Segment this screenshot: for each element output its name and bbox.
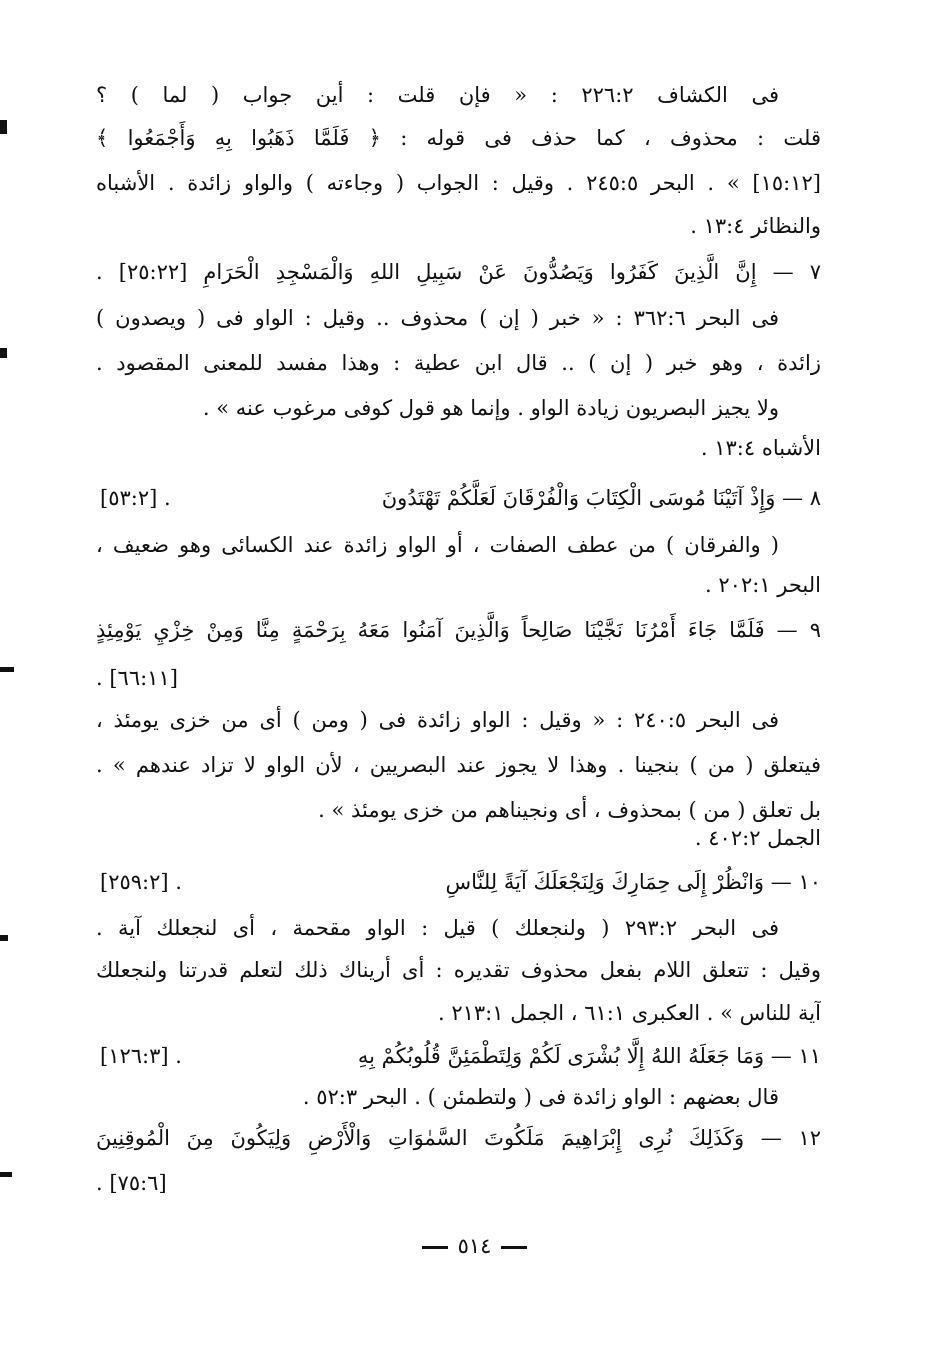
- text-line-3: [١٥:١٢] » . البحر ٢٤٥:٥ . وقيل : الجواب ( وجاءته ) والواو زائدة . الأشباه: [96, 171, 821, 195]
- text-line-4: والنظائر ١٣:٤ .: [690, 214, 821, 238]
- text-line-16: فيتعلق ( من ) بنجينا . وهذا لا يجوز عند البصريين ، لأن الواو لا تزاد عندهم » .: [96, 753, 821, 777]
- verse-10: ١٠ — وَانْظُرْ إِلَى حِمَارِكَ وَلِنَجْعَلَكَ آيَةً لِلنَّاسِ: [445, 870, 821, 894]
- verse-8: ٨ — وَإِذْ آتَيْنَا مُوسَى الْكِتَابَ وَالْفُرْقَانَ لَعَلَّكُمْ تَهْتَدُونَ: [381, 486, 821, 510]
- page-number-value: ٥١٤: [457, 1234, 492, 1258]
- page-number-dash-right: [501, 1246, 527, 1249]
- scan-edge-mark: [0, 935, 8, 941]
- text-line-15: فى البحر ٢٤٠:٥ : « وقيل : الواو زائدة فى ( ومن ) أى من خزى يومئذ ،: [96, 708, 779, 732]
- text-line-20: فى البحر ٢٩٣:٢ ( ولنجعلك ) قيل : الواو مقحمة ، أى لنجعلك آية .: [96, 916, 779, 940]
- verse-8-ref: [٥٣:٢] .: [100, 486, 171, 510]
- text-line-21: وقيل : تتعلق اللام بفعل محذوف تقديره : أى أريناك ذلك لتعلم قدرتنا ولنجعلك: [96, 958, 821, 982]
- scan-edge-mark: [0, 667, 14, 672]
- verse-7: ٧ — إِنَّ الَّذِينَ كَفَرُوا وَيَصُدُّونَ عَنْ سَبِيلِ اللهِ وَالْمَسْجِدِ الْحَرَامِ [٢٥:٢٢] .: [96, 260, 821, 284]
- page-number: [0, 1228, 949, 1264]
- verse-12-ref: [٧٥:٦] .: [96, 1171, 167, 1195]
- text-line-12: البحر ٢٠٢:١ .: [705, 573, 821, 597]
- verse-11-ref: [١٢٦:٣] .: [100, 1044, 182, 1068]
- text-line-24: قال بعضهم : الواو زائدة فى ( ولتطمئن ) . البحر ٥٢:٣ .: [302, 1085, 779, 1109]
- verse-9-ref: [٦٦:١١] .: [96, 666, 178, 690]
- text-line-17: بل تعلق ( من ) بمحذوف ، أى ونجيناهم من خزى يومئذ » .: [318, 798, 821, 822]
- text-line-18: الجمل ٤٠٢:٢ .: [694, 826, 821, 850]
- scan-edge-mark: [0, 120, 7, 134]
- text-line-11: ( والفرقان ) من عطف الصفات ، أو الواو زائدة عند الكسائى وهو ضعيف ،: [96, 533, 779, 557]
- scan-edge-mark: [0, 1172, 12, 1177]
- text-line-8: ولا يجيز البصريون زيادة الواو . وإنما هو قول كوفى مرغوب عنه » .: [202, 396, 779, 420]
- verse-11: ١١ — وَمَا جَعَلَهُ اللهُ إِلَّا بُشْرَى لَكُمْ وَلِتَطْمَئِنَّ قُلُوبُكُمْ بِهِ: [357, 1044, 821, 1068]
- scan-edge-mark: [0, 348, 7, 358]
- verse-10-ref: [٢٥٩:٢] .: [100, 870, 182, 894]
- text-line-1: فى الكشاف ٢٢٦:٢ : « فإن قلت : أين جواب ( لما ) ؟: [96, 83, 779, 107]
- text-line-2: قلت : محذوف ، كما حذف فى قوله : ﴿ فَلَمَّا ذَهَبُوا بِهِ وَأَجْمَعُوا ﴾: [96, 126, 821, 150]
- text-line-9: الأشباه ١٣:٤ .: [700, 436, 821, 460]
- text-line-6: فى البحر ٣٦٢:٦ : « خبر ( إن ) محذوف .. وقيل : الواو فى ( ويصدون ): [96, 306, 779, 330]
- page-number-dash-left: [422, 1246, 448, 1249]
- text-line-7: زائدة ، وهو خبر ( إن ) .. قال ابن عطية : وهذا مفسد للمعنى المقصود .: [96, 351, 821, 375]
- verse-12: ١٢ — وَكَذَلِكَ نُرِى إِبْرَاهِيمَ مَلَكُوتَ السَّمٰوَاتِ وَالْأَرْضِ وَلِيَكُونَ مِنَ الْمُوقِنِينَ: [96, 1126, 821, 1150]
- text-line-22: آية للناس » . العكبرى ٦١:١ ، الجمل ٢١٣:١ .: [437, 1001, 821, 1025]
- verse-9: ٩ — فَلَمَّا جَاءَ أَمْرُنَا نَجَّيْنَا صَالِحاً وَالَّذِينَ آمَنُوا مَعَهُ بِرَحْمَةٍ مِنَّا وَمِنْ خِزْيِ يَوْمِئِذٍ: [96, 618, 821, 642]
